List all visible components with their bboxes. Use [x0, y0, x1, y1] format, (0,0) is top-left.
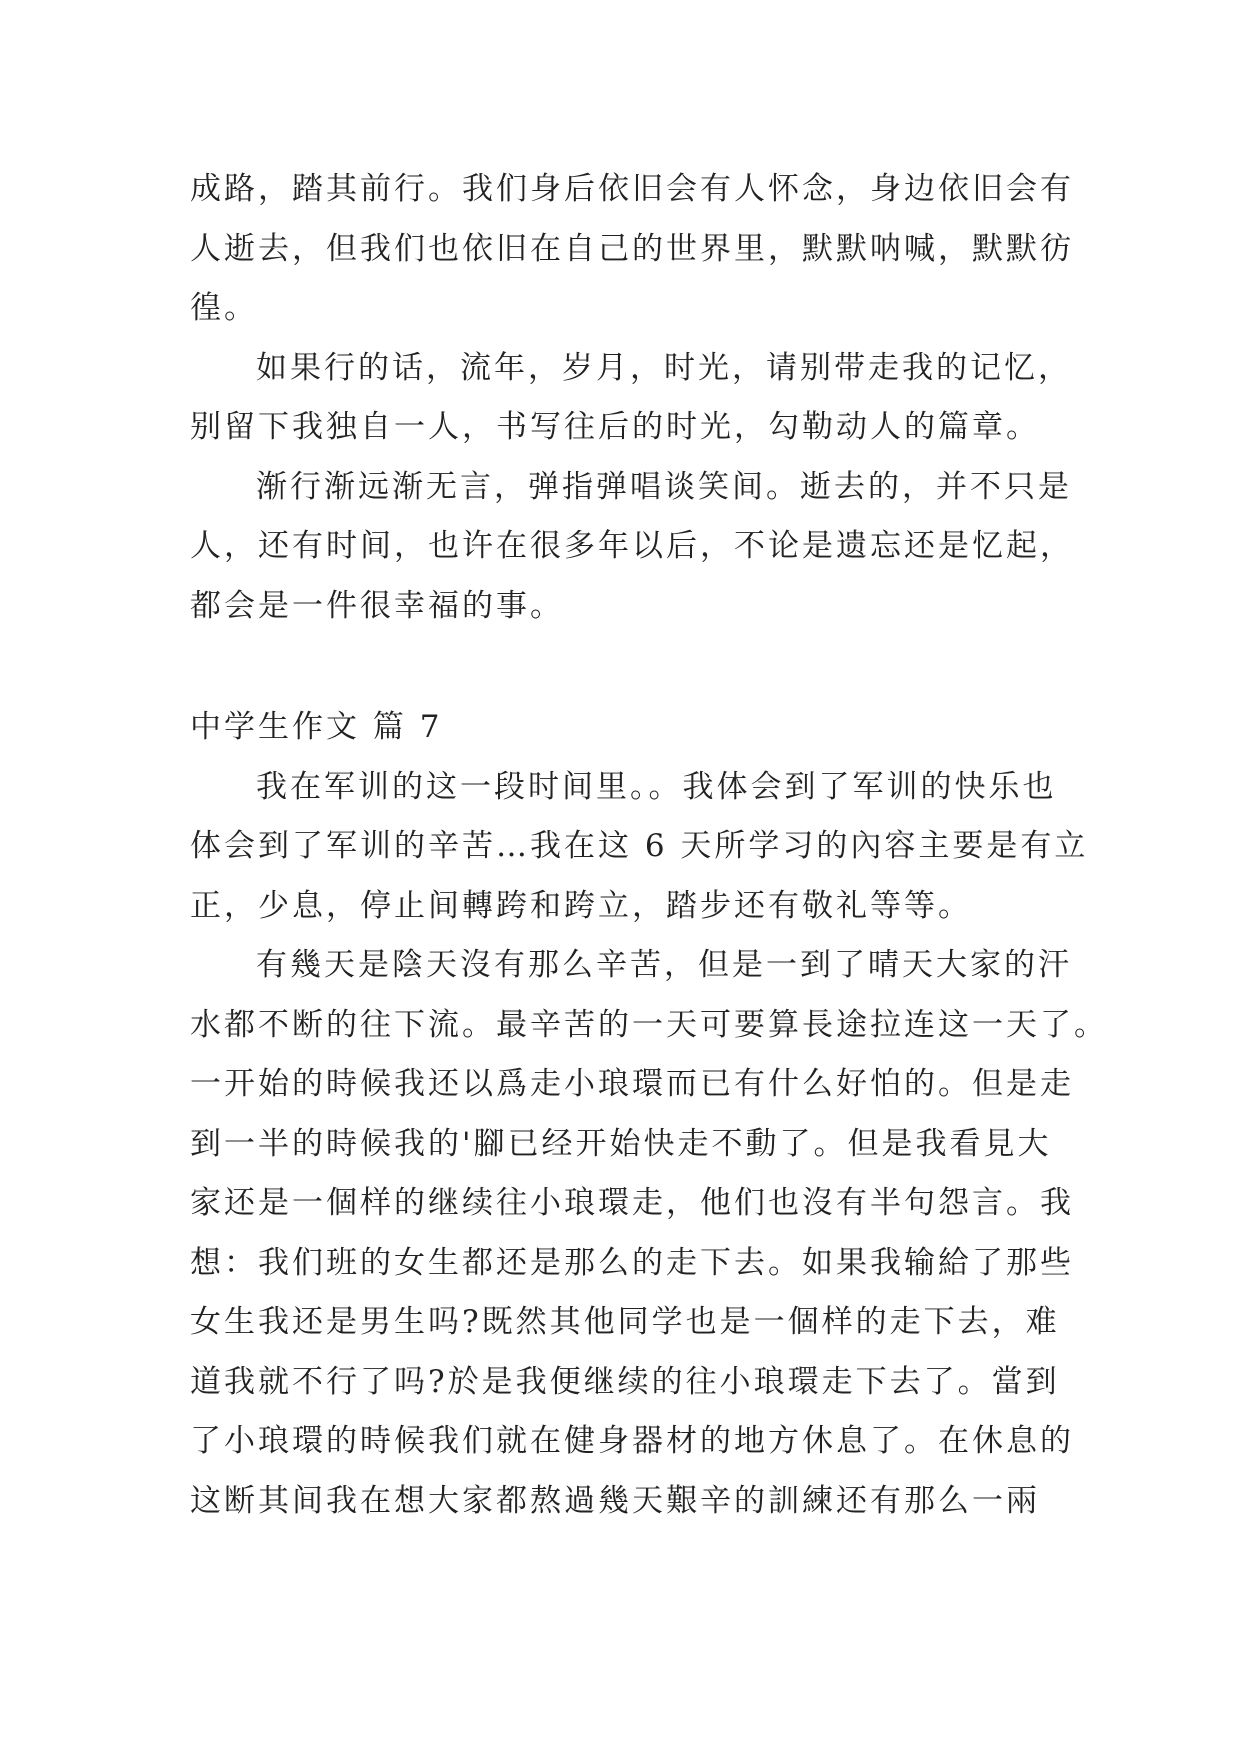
- text-line: 渐行渐远渐无言，弹指弹唱谈笑间。逝去的，并不只是: [256, 468, 1072, 505]
- text-line: 到一半的時候我的'腳已经开始快走不動了。但是我看見大: [190, 1125, 1052, 1162]
- paragraph: [190, 758, 1089, 937]
- text-line: 想：我们班的女生都还是那么的走下去。如果我输給了那些: [190, 1244, 1074, 1281]
- paragraph: [190, 160, 1074, 339]
- text-line: 家还是一個样的继续往小琅環走，他们也沒有半句怨言。我: [190, 1185, 1074, 1221]
- text-line: 我在军训的这一段时间里。。我体会到了军训的快乐也: [256, 768, 1057, 805]
- text-line: 道我就不行了吗?於是我便继续的往小琅環走下去了。當到: [190, 1363, 1060, 1400]
- text-line: 体会到了军训的辛苦…我在这 6 天所学习的內容主要是有立: [190, 828, 1089, 864]
- text-line: 成路，踏其前行。我们身后依旧会有人怀念，身边依旧会有: [190, 171, 1074, 207]
- text-line: 徨。: [190, 290, 258, 326]
- text-line: 有幾天是陰天沒有那么辛苦，但是一到了晴天大家的汗: [256, 947, 1072, 983]
- text-line: 如果行的话，流年，岁月，时光，请别带走我的记忆，: [256, 349, 1072, 386]
- text-line: 了小琅環的時候我们就在健身器材的地方休息了。在休息的: [190, 1423, 1074, 1459]
- text-line: 女生我还是男生吗?既然其他同学也是一個样的走下去，难: [190, 1304, 1060, 1340]
- document-body: [190, 160, 1108, 1531]
- text-line: 人，还有时间，也许在很多年以后，不论是遗忘还是忆起，: [190, 528, 1074, 564]
- paragraph: [190, 936, 1108, 1531]
- section-heading: 中学生作文 篇 7: [190, 709, 443, 745]
- text-line: 别留下我独自一人，书写往后的时光，勾勒动人的篇章。: [190, 409, 1040, 445]
- text-line: 这断其间我在想大家都熬過幾天艱辛的訓練还有那么一兩: [190, 1482, 1040, 1519]
- paragraph: [190, 458, 1074, 637]
- text-line: 正，少息，停止间轉跨和跨立，踏步还有敬礼等等。: [190, 887, 972, 924]
- text-line: 一开始的時候我还以爲走小琅環而已有什么好怕的。但是走: [190, 1066, 1074, 1102]
- text-line: 水都不断的往下流。最辛苦的一天可要算長途拉连这一天了。: [190, 1006, 1108, 1043]
- text-line: 人逝去，但我们也依旧在自己的世界里，默默呐喊，默默彷: [190, 230, 1074, 267]
- text-line: 都会是一件很幸福的事。: [190, 587, 564, 624]
- paragraph: [190, 339, 1072, 458]
